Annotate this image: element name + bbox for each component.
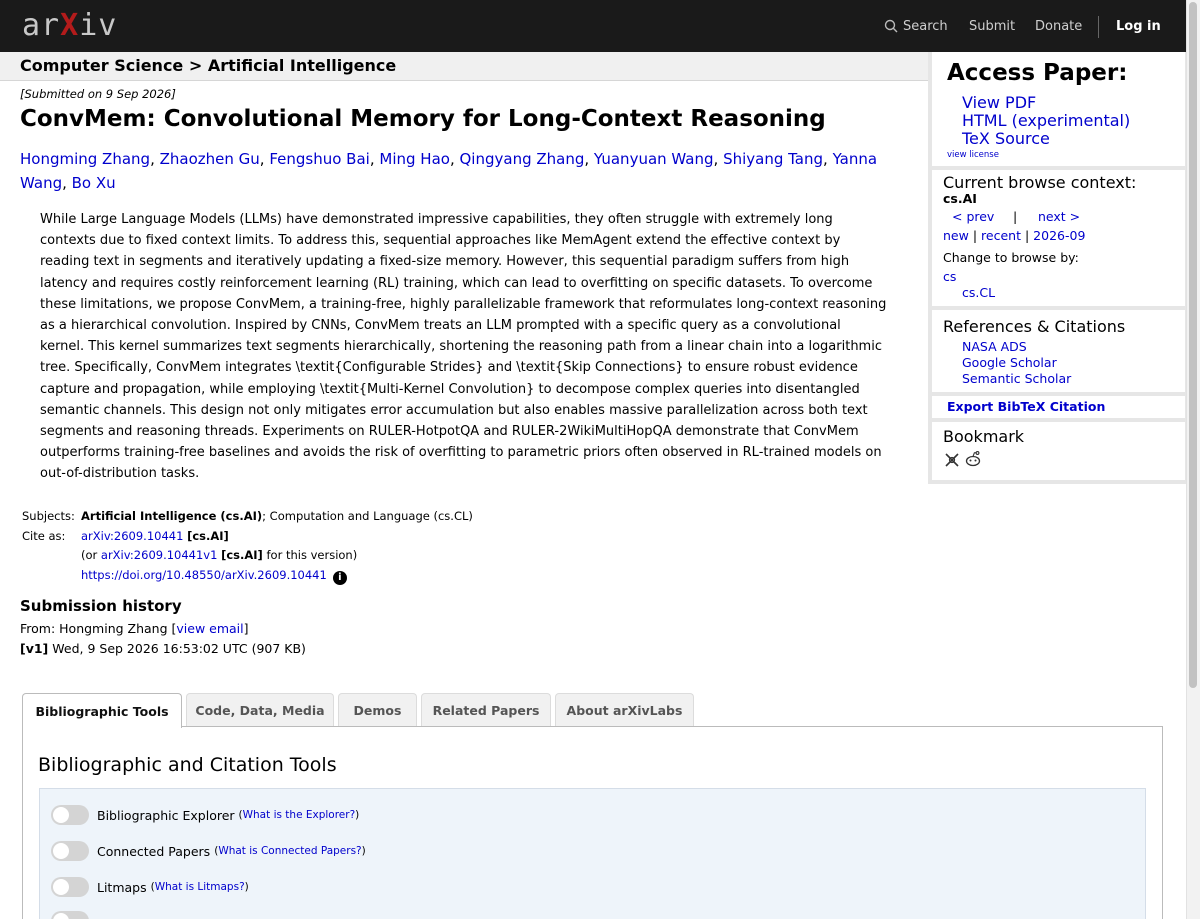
- search-button[interactable]: Search: [884, 0, 948, 52]
- tab-code-data-media[interactable]: Code, Data, Media: [186, 693, 334, 726]
- browse-cs-cl-link[interactable]: cs.CL: [962, 285, 996, 300]
- bookmark-heading: Bookmark: [943, 427, 1025, 446]
- view-license-link[interactable]: view license: [947, 150, 999, 160]
- scrollbar-thumb[interactable]: [1189, 2, 1197, 688]
- bibtex-panel: [932, 396, 1185, 418]
- donate-link[interactable]: Donate: [1035, 18, 1083, 34]
- login-link[interactable]: Log in: [1116, 18, 1161, 34]
- author-link[interactable]: Ming Hao: [379, 150, 450, 168]
- author-link[interactable]: Fengshuo Bai: [269, 150, 370, 168]
- author-link[interactable]: Qingyang Zhang: [459, 150, 585, 168]
- arxiv-logo[interactable]: arXiv: [22, 8, 118, 43]
- tools-heading: Bibliographic and Citation Tools: [38, 754, 337, 776]
- abstract: While Large Language Models (LLMs) have demonstrated impressive capabilities, they often struggle with extremely long contexts due to fixed context limits. To address this, sequential approaches like MemAgent extend the effective context by reading text in segments and iteratively updating a fixed-size memory. However, this sequential paradigm suffers from high latency and requires costly reinforcement learning (RL) training, which can lead to overfitting on specific datasets. To overcome these limitations, we propose ConvMem, a training-free, highly parallelizable framework that reformulates long-context reasoning as a hierarchical convolution. Inspired by CNNs, ConvMem treats an LLM prompted with a specific query as a convolutional kernel. This kernel summarizes text segments hierarchically, shortening the reasoning path from a linear chain into a logarithmic tree. Specifically, ConvMem integrates \textit{Configurable Strides} and \textit{Skip Connections} to ensure robust evidence capture and propagation, while employing \textit{Multi-Kernel Convolution} to decompose complex queries into disentangled semantic channels. This design not only mitigates error accumulation but also enables massive parallelization across both text segments and reasoning threads. Experiments on RULER-HotpotQA and RULER-2WikiMultiHopQA demonstrate that ConvMem outperforms training-free baselines and avoids the risk of overfitting to parametric priors often observed in RL-trained models on out-of-distribution tasks.: [40, 212, 887, 482]
- subjects-label: Subjects:: [22, 509, 75, 523]
- tab-related-papers[interactable]: Related Papers: [421, 693, 551, 726]
- version-id-link[interactable]: arXiv:2609.10441v1: [100, 548, 218, 562]
- next-link[interactable]: next >: [1038, 209, 1081, 224]
- submission-from: From: Hongming Zhang [view email]: [20, 621, 249, 636]
- author-link[interactable]: Hongming Zhang: [20, 150, 151, 168]
- month-link[interactable]: 2026-09: [1033, 228, 1086, 243]
- search-icon: [884, 19, 898, 33]
- prev-link[interactable]: < prev: [952, 209, 995, 224]
- author-link[interactable]: Yuanyuan Wang: [593, 150, 714, 168]
- tool-help-link[interactable]: What is Connected Papers?: [218, 845, 362, 857]
- nav-divider: [1098, 16, 1099, 38]
- litmaps-toggle[interactable]: [51, 877, 89, 897]
- html-experimental-link[interactable]: HTML (experimental): [962, 111, 1131, 130]
- author-list: Hongming Zhang, Zhaozhen Gu, Fengshuo Bai, Ming Hao, Qingyang Zhang, Yuanyuan Wang, Shiyang Tang, Yanna Wang, Bo Xu: [20, 150, 878, 192]
- reddit-icon[interactable]: [964, 450, 982, 468]
- change-browse-heading: Change to browse by:: [943, 250, 1079, 265]
- submission-date: [Submitted on 9 Sep 2026]: [20, 87, 176, 101]
- author-link[interactable]: Yanna Wang: [20, 150, 878, 192]
- tool-toggle-partial[interactable]: [51, 911, 89, 919]
- cite-id-link[interactable]: arXiv:2609.10441: [81, 528, 184, 543]
- tool-help-link[interactable]: What is the Explorer?: [242, 809, 356, 821]
- cite-value: arXiv:2609.10441 [cs.AI]: [81, 528, 229, 543]
- prev-next-separator: |: [1013, 209, 1018, 224]
- breadcrumb: Computer Science > Artificial Intelligence: [0, 52, 928, 81]
- tool-row-partial: [51, 911, 97, 919]
- tab-about-arxivlabs[interactable]: About arXivLabs: [555, 693, 694, 726]
- new-link[interactable]: new: [943, 228, 969, 243]
- tab-demos[interactable]: Demos: [338, 693, 417, 726]
- tab-bibliographic-tools[interactable]: Bibliographic Tools: [22, 693, 182, 728]
- references-panel: [932, 310, 1185, 392]
- browse-cs-link[interactable]: cs: [943, 269, 957, 284]
- tool-row: Bibliographic Explorer (What is the Explorer?): [51, 805, 359, 825]
- browse-nav-row: new | recent | 2026-09: [943, 228, 1086, 243]
- recent-link[interactable]: recent: [981, 228, 1021, 243]
- tool-help-link[interactable]: What is Litmaps?: [154, 881, 245, 893]
- submission-history-heading: Submission history: [20, 597, 182, 615]
- export-bibtex-link[interactable]: Export BibTeX Citation: [947, 399, 1106, 414]
- browse-context-panel: [932, 170, 1185, 306]
- bibliographic-explorer-toggle[interactable]: [51, 805, 89, 825]
- version-cite: (or arXiv:2609.10441v1 [cs.AI] for this version): [81, 548, 358, 562]
- browse-context-value: cs.AI: [943, 191, 977, 206]
- browse-context-heading: Current browse context:: [943, 173, 1137, 192]
- nasa-ads-link[interactable]: NASA ADS: [962, 339, 1027, 354]
- submission-version: [v1] Wed, 9 Sep 2026 16:53:02 UTC (907 KB): [20, 641, 306, 656]
- bibsonomy-icon[interactable]: [944, 452, 960, 468]
- google-scholar-link[interactable]: Google Scholar: [962, 355, 1057, 370]
- tex-source-link[interactable]: TeX Source: [962, 129, 1050, 148]
- access-paper-panel: [932, 52, 1185, 166]
- access-paper-heading: Access Paper:: [947, 60, 1128, 86]
- tool-row: Connected Papers (What is Connected Papers?): [51, 841, 366, 861]
- paper-title: ConvMem: Convolutional Memory for Long-Context Reasoning: [20, 106, 826, 132]
- doi-link[interactable]: https://doi.org/10.48550/arXiv.2609.10441: [81, 567, 327, 582]
- references-heading: References & Citations: [943, 317, 1126, 336]
- cite-label: Cite as:: [22, 528, 66, 543]
- semantic-scholar-link[interactable]: Semantic Scholar: [962, 371, 1072, 386]
- info-icon[interactable]: i: [333, 571, 347, 585]
- author-link[interactable]: Shiyang Tang: [723, 150, 824, 168]
- connected-papers-toggle[interactable]: [51, 841, 89, 861]
- view-email-link[interactable]: view email: [176, 621, 244, 636]
- author-link[interactable]: Bo Xu: [71, 174, 116, 192]
- subjects-value: Artificial Intelligence (cs.AI); Computation and Language (cs.CL): [81, 509, 473, 523]
- top-bar: [0, 0, 1186, 52]
- view-pdf-link[interactable]: View PDF: [962, 93, 1037, 112]
- bookmark-panel: [932, 422, 1185, 480]
- submit-link[interactable]: Submit: [969, 18, 1016, 34]
- doi-row: [81, 566, 347, 586]
- tool-row: Litmaps (What is Litmaps?): [51, 877, 249, 897]
- sidebar: [928, 52, 1186, 484]
- author-link[interactable]: Zhaozhen Gu: [159, 150, 260, 168]
